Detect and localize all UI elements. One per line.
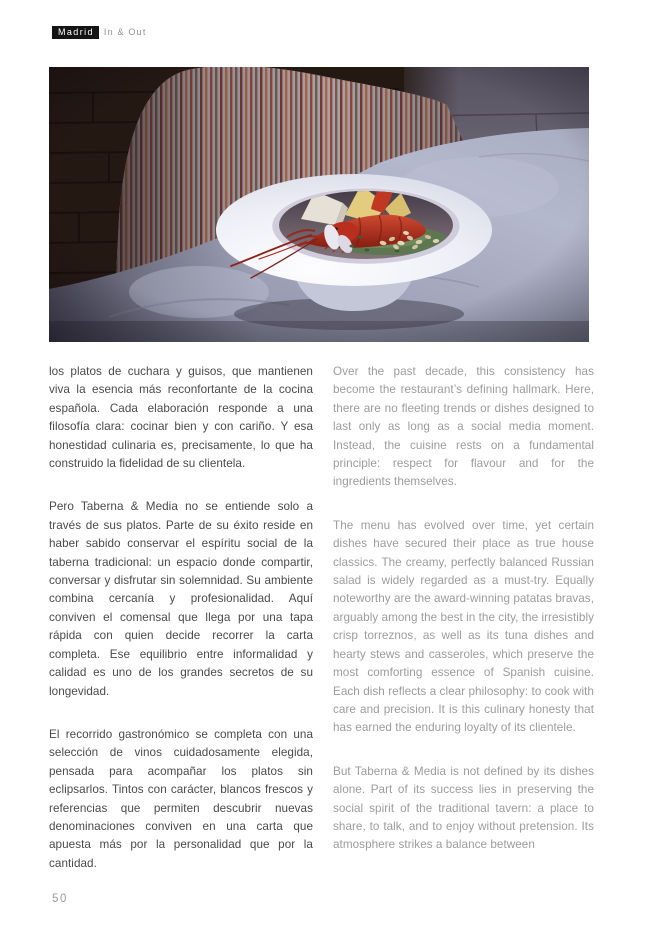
paragraph: But Taberna & Media is not defined by its dishes alone. Part of its success lies in preserving the social spirit of the traditional tavern: a place to share, to talk, and to enjoy without pretension. Its atmosphere strikes a balance between	[333, 764, 594, 852]
page-number: 50	[52, 893, 68, 905]
page-header	[52, 26, 147, 39]
city-tag-badge: Madrid	[52, 26, 99, 39]
article-photo	[49, 67, 589, 342]
paragraph: Pero Taberna & Media no se entiende solo a través de sus platos. Parte de su éxito reside en haber sabido conservar el espíritu social de la taberna tradicional: un espacio donde compartir, conversar y disfrutar sin solemnidad. Su ambiente combina cercanía y profesionalidad. Aquí conviven el comensal que llega por una tapa rápida con quien decide recorrer la carta completa. Ese equilibrio entre informalidad y calidad es uno de los grandes secretos de su longevidad.	[49, 500, 313, 698]
paragraph: The menu has evolved over time, yet certain dishes have secured their place as true house classics. The creamy, perfectly balanced Russian salad is widely regarded as a must-try. Equally noteworthy are the award-winning patatas bravas, arguably among the best in the city, the irresistibly crisp torreznos, as well as its tuna dishes and hearty stews and casseroles, which preserve the most comforting essence of Spanish cuisine. Each dish reflects a clear philosophy: to cook with care and precision. It is this culinary honesty that has earned the enduring loyalty of its clientele.	[333, 518, 594, 735]
paragraph: Over the past decade, this consistency has become the restaurant’s defining hallmark. Here, there are no fleeting trends or dishes designed to last only as long as a social media moment. Instead, the cuisine rests on a fundamental principle: respect for flavour and for the ingredients themselves.	[333, 365, 594, 489]
paragraph: los platos de cuchara y guisos, que mantienen viva la esencia más reconfortante de la cocina española. Cada elaboración responde a una filosofía clara: cocinar bien y con cariño. Y esa honestidad culinaria es, precisamente, lo que ha construido la fidelidad de su clientela.	[49, 365, 313, 471]
article-column-english	[333, 363, 594, 880]
photo-vignette	[49, 67, 589, 342]
paragraph: El recorrido gastronómico se completa con una selección de vinos cuidadosamente elegida, pensada para acompañar los platos sin eclipsarlos. Tintos con carácter, blancos frescos y referencias que permiten descubrir nuevas denominaciones conviven en una carta que apuesta más por la personalidad que por la cantidad.	[49, 727, 313, 870]
dish-photo-illustration	[49, 67, 589, 342]
section-label: In & Out	[103, 27, 147, 37]
article-column-spanish	[49, 363, 313, 898]
